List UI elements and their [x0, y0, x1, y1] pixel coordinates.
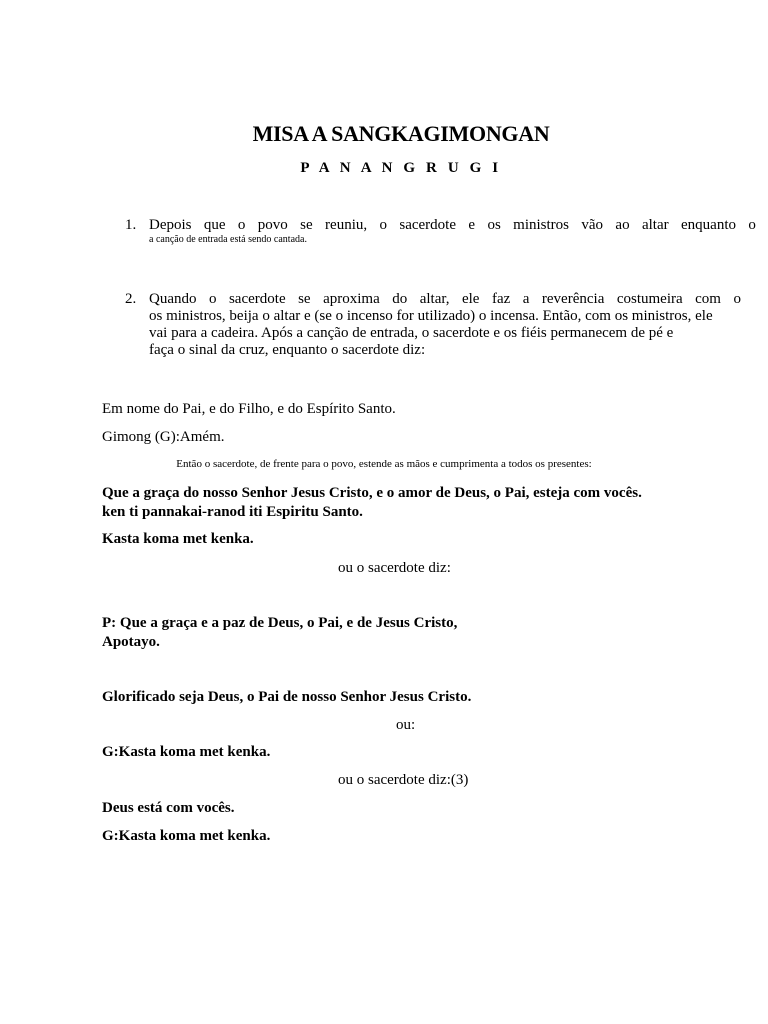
word: a	[522, 291, 530, 307]
rubric-or-priest-says: ou o sacerdote diz:	[338, 560, 451, 576]
greeting-1-line-1: Que a graça do nosso Senhor Jesus Cristo, e o amor de Deus, o Pai, esteja com vocês.	[102, 485, 642, 501]
rubric-or-priest-says-3: ou o sacerdote diz:(3)	[338, 772, 469, 788]
amen-response: Gimong (G):Amém.	[102, 429, 225, 445]
rubric-instruction: Então o sacerdote, de frente para o povo, estende as mãos e cumprimenta a todos os presentes:	[176, 458, 592, 470]
invocation-text: Em nome do Pai, e do Filho, e do Espírito Santo.	[102, 401, 396, 417]
word: enquanto	[681, 217, 736, 233]
greeting-2-line-2: Apotayo.	[102, 634, 160, 650]
word: do	[392, 291, 408, 307]
list-item-number: 2.	[125, 291, 137, 307]
list-item-text-line: os ministros, beija o altar e (se o incenso for utilizado) o incensa. Então, com os ministros, ele	[149, 308, 713, 324]
word: altar,	[419, 291, 450, 307]
response-1: Kasta koma met kenka.	[102, 531, 254, 547]
word: altar	[641, 217, 669, 233]
word: os	[487, 217, 501, 233]
word: reverência	[541, 291, 605, 307]
word: ele	[461, 291, 480, 307]
word: que	[203, 217, 226, 233]
word: costumeira	[616, 291, 683, 307]
document-title: MISA A SANGKAGIMONGAN	[252, 121, 550, 146]
word: o	[208, 291, 217, 307]
word: se	[300, 217, 313, 233]
word: ao	[615, 217, 630, 233]
word: o	[748, 217, 756, 233]
word: aproxima	[323, 291, 380, 307]
response-3: G:Kasta koma met kenka.	[102, 828, 271, 844]
list-item-text-line: vai para a cadeira. Após a canção de entrada, o sacerdote e os fiéis permanecem de pé e	[149, 325, 674, 341]
word: faz	[491, 291, 511, 307]
word: reuniu,	[325, 217, 368, 233]
list-item-text-line: faça o sinal da cruz, enquanto o sacerdote diz:	[149, 342, 426, 358]
word: vão	[581, 217, 604, 233]
word: povo	[257, 217, 288, 233]
glorified-text: Glorificado seja Deus, o Pai de nosso Senhor Jesus Cristo.	[102, 689, 472, 705]
word: sacerdote	[399, 217, 457, 233]
word: Quando	[149, 291, 197, 307]
greeting-2-line-1: P: Que a graça e a paz de Deus, o Pai, e de Jesus Cristo,	[102, 615, 458, 631]
word: o	[733, 291, 741, 307]
greeting-3: Deus está com vocês.	[102, 800, 235, 816]
word: ministros	[513, 217, 569, 233]
response-2: G:Kasta koma met kenka.	[102, 744, 271, 760]
word: e	[468, 217, 476, 233]
word: se	[298, 291, 311, 307]
word: o	[379, 217, 387, 233]
word: sacerdote	[228, 291, 286, 307]
word: Depois	[149, 217, 192, 233]
greeting-1-line-2: ken ti pannakai-ranod iti Espiritu Santo.	[102, 504, 363, 520]
list-item-text-line	[149, 291, 741, 308]
list-item-number: 1.	[125, 217, 137, 233]
word: o	[237, 217, 246, 233]
word: com	[695, 291, 721, 307]
document-subtitle: P A N A N G R U G I	[300, 160, 502, 176]
list-item-text-line	[149, 217, 756, 234]
rubric-or: ou:	[396, 717, 416, 733]
list-item-small-text: a canção de entrada está sendo cantada.	[149, 234, 307, 245]
